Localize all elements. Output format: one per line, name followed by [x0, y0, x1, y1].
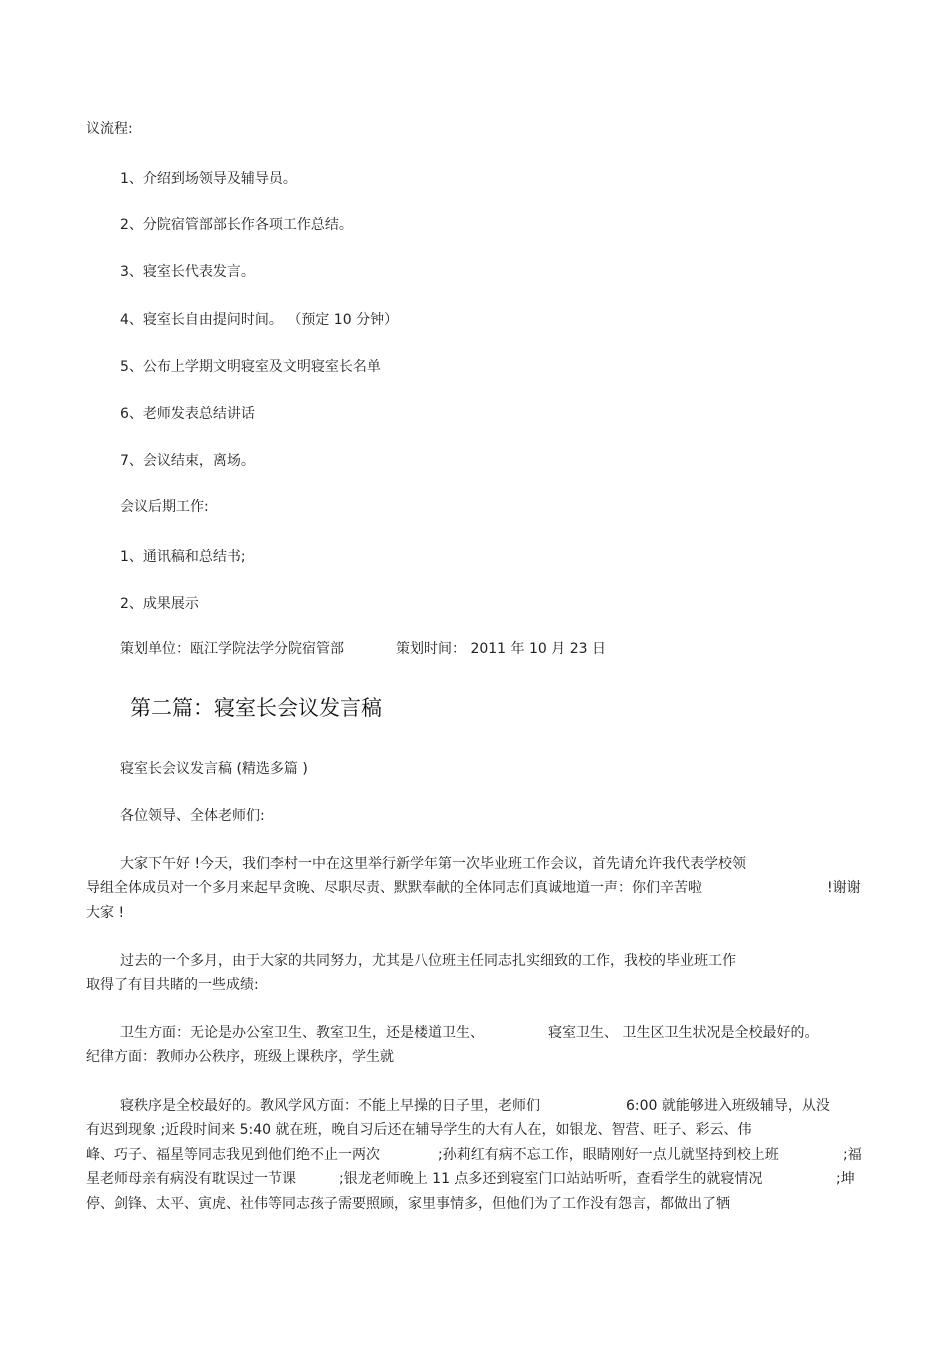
paragraph-line: ;坤	[836, 1171, 855, 1187]
paragraph-line: ;孙莉红有病不忘工作，眼睛刚好一点儿就坚持到校上班	[438, 1147, 779, 1163]
paragraph-line: 取得了有目共睹的一些成绩:	[86, 977, 259, 993]
step-item: 2、分院宿管部部长作各项工作总结。	[120, 217, 353, 233]
flow-heading: 议流程:	[86, 121, 133, 137]
paragraph-line: 峰、巧子、福星等同志我见到他们绝不止一两次	[86, 1147, 380, 1163]
speech-subtitle: 寝室长会议发言稿 (精选多篇 )	[120, 761, 308, 777]
paragraph-line: 纪律方面：教师办公秩序，班级上课秩序，学生就	[86, 1049, 394, 1065]
paragraph-line: 过去的一个多月，由于大家的共同努力，尤其是八位班主任同志扎实细致的工作，我校的毕业班工作	[120, 953, 736, 969]
speech-salutation: 各位领导、全体老师们:	[120, 808, 265, 824]
paragraph-line: 卫生方面：无论是办公室卫生、教室卫生，还是楼道卫生、	[120, 1025, 484, 1041]
paragraph-line: 停、剑锋、太平、寅虎、社伟等同志孩子需要照顾，家里事情多，但他们为了工作没有怨言，都做出了牺	[86, 1196, 730, 1212]
step-item: 6、老师发表总结讲话	[120, 406, 255, 422]
paragraph-line: 有迟到现象 ;近段时间来 5:40 就在班，晚自习后还在辅导学生的大有人在，如银龙、智营、旺子、彩云、伟	[86, 1122, 752, 1138]
step-item: 5、公布上学期文明寝室及文明寝室长名单	[120, 359, 381, 375]
paragraph-line: 寝秩序是全校最好的。教风学风方面：不能上早操的日子里，老师们	[120, 1098, 540, 1114]
planning-time: 策划时间： 2011 年 10 月 23 日	[396, 641, 606, 657]
step-item: 4、寝室长自由提问时间。 （预定 10 分钟）	[120, 312, 399, 328]
later-work-item: 2、成果展示	[120, 596, 199, 612]
paragraph-line: 导组全体成员对一个多月来起早贪晚、尽职尽责、默默奉献的全体同志们真诚地道一声：你们辛苦啦	[86, 880, 702, 896]
paragraph-line: 大家 !	[86, 905, 125, 921]
step-item: 3、寝室长代表发言。	[120, 264, 255, 280]
planning-unit: 策划单位：瓯江学院法学分院宿管部	[120, 641, 344, 657]
step-item: 1、介绍到场领导及辅导员。	[120, 171, 297, 187]
section-title: 第二篇：寝室长会议发言稿	[130, 696, 382, 720]
later-work-heading: 会议后期工作:	[120, 499, 209, 515]
paragraph-line: 大家下午好 !今天，我们李村一中在这里举行新学年第一次毕业班工作会议，首先请允许我代表学校领	[120, 856, 747, 872]
paragraph-line: ;福	[843, 1147, 862, 1163]
paragraph-line: 寝室卫生、 卫生区卫生状况是全校最好的。	[548, 1025, 819, 1041]
later-work-item: 1、通讯稿和总结书;	[120, 549, 246, 565]
step-item: 7、会议结束，离场。	[120, 453, 255, 469]
paragraph-line: 6:00 就能够进入班级辅导，从没	[626, 1098, 830, 1114]
paragraph-line: !谢谢	[827, 880, 861, 896]
paragraph-line: ;银龙老师晚上 11 点多还到寝室门口站站听听，查看学生的就寝情况	[339, 1171, 763, 1187]
paragraph-line: 星老师母亲有病没有耽误过一节课	[86, 1171, 296, 1187]
